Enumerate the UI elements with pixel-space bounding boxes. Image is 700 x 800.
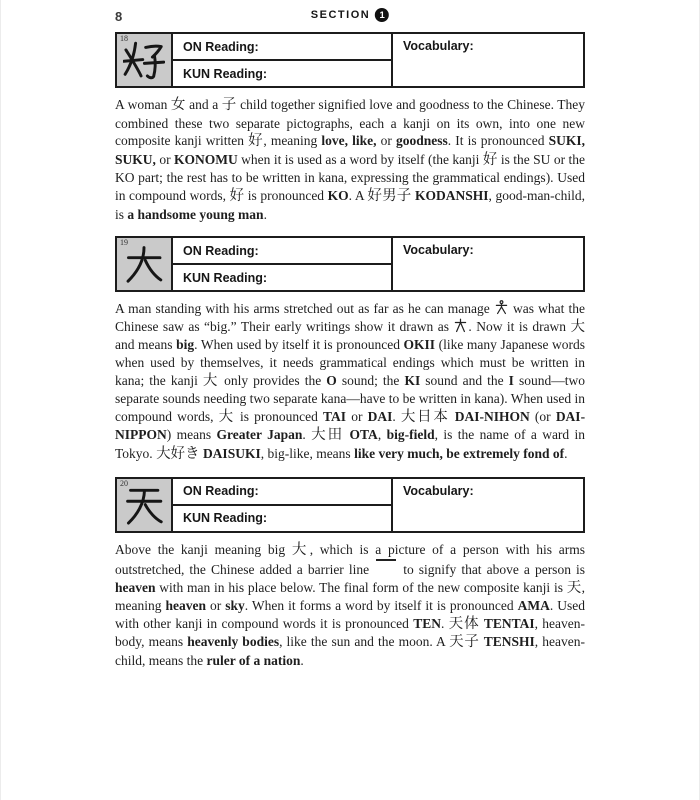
book-page: [115, 0, 585, 670]
text-segment: TENSHI: [483, 634, 535, 650]
text-segment: and means: [115, 337, 177, 353]
text-segment: .: [440, 615, 449, 631]
text-segment: child together signified love and goodness to the Chinese. They combined these two separate pictographs, each a kanji on its own, into one new composite kanji written: [115, 97, 586, 149]
kanji-cell: [117, 238, 173, 290]
kanji-table: [115, 32, 585, 88]
text-segment: or: [346, 408, 368, 424]
text-segment: , good-man-child, is: [115, 187, 586, 222]
kanji-table: [115, 477, 585, 533]
text-segment: heaven: [115, 579, 156, 595]
section-heading: [311, 8, 389, 22]
text-segment: with man in his place below. The final form of the new composite kanji is: [155, 579, 567, 595]
text-segment: big: [176, 337, 195, 353]
inline-kanji: 大好き: [156, 445, 200, 462]
text-segment: was what the Chinese saw as “big.” Their early writings show it drawn as: [115, 301, 585, 334]
text-segment: a handsome young man: [127, 206, 264, 222]
kanji-heaven-glyph: [123, 484, 165, 526]
readings-column: [173, 238, 393, 290]
text-segment: . When used by itself it is pronounced: [194, 337, 404, 353]
inline-kanji: 子: [221, 97, 237, 113]
vocabulary-field: [393, 479, 583, 531]
pictograph-early-big-icon: [453, 318, 468, 333]
text-segment: TENTAI: [483, 615, 535, 631]
text-segment: ruler of a nation: [206, 653, 301, 669]
text-segment: (or: [529, 408, 556, 424]
kun-reading-label: KUN Reading:: [183, 66, 268, 81]
on-reading-label: ON Reading:: [183, 243, 259, 258]
text-segment: .: [302, 427, 312, 443]
text-segment: big-field: [386, 427, 435, 443]
vocabulary-label: Vocabulary:: [403, 483, 474, 498]
text-segment: DAI-NIPPON: [115, 408, 586, 443]
on-reading-label: ON Reading:: [183, 39, 259, 54]
entry-paragraph: [115, 541, 585, 670]
text-segment: or: [376, 133, 397, 149]
kanji-entry-heaven: [115, 477, 585, 670]
text-segment: , heaven-child, means the: [115, 634, 585, 669]
text-segment: is pronounced: [244, 187, 328, 203]
text-segment: and a: [185, 97, 222, 112]
entry-number: 20: [120, 478, 128, 488]
kanji-table: [115, 236, 585, 292]
text-segment: (like many Japanese words when used by themselves, it needs grammatical endings which must be written in kana; the kanji: [115, 337, 586, 388]
text-segment: I: [508, 372, 514, 388]
text-segment: .: [300, 653, 304, 669]
page-number: 8: [115, 9, 123, 24]
section-label: SECTION: [310, 9, 371, 21]
text-segment: .: [263, 206, 267, 222]
text-segment: KONOMU: [174, 151, 238, 167]
text-segment: O: [326, 372, 337, 388]
kanji-cell: [117, 34, 173, 86]
inline-kanji: 女: [170, 97, 186, 113]
text-segment: . Used with other kanji in compound words it is pronounced: [115, 598, 585, 631]
inline-kanji: 好: [482, 151, 498, 168]
inline-kanji: 大: [291, 541, 310, 558]
text-segment: , big-like, means: [260, 445, 355, 461]
text-segment: sky: [225, 598, 245, 614]
text-segment: is the SU or the KO part; the rest has to be written in kana, expressing the grammatical endings). Used in compound words,: [115, 151, 586, 203]
text-segment: A man standing with his arms stretched out as far as he can manage: [115, 301, 494, 317]
pictograph-standing-man-icon: [494, 300, 509, 315]
kun-reading-field: [173, 61, 391, 86]
readings-column: [173, 34, 393, 86]
kanji-cell: [117, 479, 173, 531]
kun-reading-field: [173, 265, 391, 290]
text-segment: when it is used as a word by itself (the kanji: [237, 151, 483, 167]
text-segment: .: [564, 445, 568, 461]
on-reading-label: ON Reading:: [183, 484, 259, 498]
text-segment: goodness: [396, 133, 448, 149]
inline-kanji: 好: [229, 187, 245, 204]
text-segment: Above the kanji meaning big: [115, 541, 292, 557]
text-segment: or: [206, 598, 226, 614]
inline-kanji: 好男子: [367, 187, 412, 204]
inline-kanji: 大: [218, 408, 235, 425]
inline-kanji: 大: [202, 372, 220, 389]
barrier-line-glyph: [376, 559, 396, 570]
text-segment: OKII: [403, 337, 436, 353]
text-segment: . A: [348, 187, 368, 203]
text-segment: , which is a picture of a person with his arms outstretched, the Chinese added a barrier line: [115, 541, 586, 578]
text-segment: .: [392, 408, 401, 424]
on-reading-field: [173, 34, 391, 61]
kun-reading-label: KUN Reading:: [183, 511, 268, 525]
readings-column: [173, 479, 393, 531]
kanji-big-glyph: [123, 243, 165, 285]
kanji-good-glyph: [123, 39, 165, 81]
text-segment: ) means: [166, 427, 217, 443]
text-segment: heavenly bodies: [187, 634, 280, 650]
text-segment: A woman: [115, 97, 171, 112]
inline-kanji: 天子: [449, 634, 480, 651]
section-number-badge: 1: [375, 8, 389, 22]
text-segment: TAI: [323, 408, 347, 424]
text-segment: ,: [377, 427, 387, 443]
entry-paragraph: [115, 96, 585, 223]
text-segment: , meaning: [115, 579, 585, 614]
text-segment: KODANSHI: [415, 187, 489, 203]
text-segment: . It is pronounced: [447, 133, 549, 149]
text-segment: , meaning: [263, 133, 322, 149]
on-reading-field: [173, 238, 391, 265]
kun-reading-label: KUN Reading:: [183, 270, 268, 285]
text-segment: DAISUKI: [202, 445, 261, 461]
on-reading-field: [173, 479, 391, 506]
text-segment: sound; the: [336, 372, 405, 388]
text-segment: , heaven-body, means: [115, 615, 585, 650]
inline-kanji: 天: [566, 579, 582, 596]
text-segment: to signify that above a person is: [398, 562, 585, 578]
inline-kanji: 大田: [311, 427, 345, 444]
text-segment: TEN: [413, 615, 441, 631]
text-segment: sound—two separate sounds needing two separate kana—have to be written in kana). When used in compound words,: [115, 372, 585, 424]
text-segment: sound and the: [420, 372, 509, 388]
text-segment: or: [155, 151, 174, 167]
entry-paragraph: [115, 300, 585, 463]
text-segment: , is the name of a ward in Tokyo.: [115, 427, 586, 461]
vocabulary-label: Vocabulary:: [403, 243, 474, 258]
kanji-entry-big: [115, 236, 585, 463]
text-segment: is pronounced: [234, 408, 324, 424]
text-segment: DAI-NIHON: [454, 408, 530, 424]
inline-kanji: 天体: [448, 615, 480, 632]
text-segment: like very much, be extremely fond of: [354, 445, 565, 461]
entry-number: 18: [120, 34, 128, 43]
vocabulary-field: [393, 34, 583, 86]
text-segment: SUKI, SUKU,: [115, 133, 586, 167]
text-segment: . Now it is drawn: [468, 318, 571, 334]
entry-number: 19: [120, 238, 128, 248]
text-segment: , like the sun and the moon. A: [279, 634, 450, 650]
text-segment: love, like,: [321, 133, 377, 149]
inline-kanji: 大日本: [400, 408, 450, 425]
kun-reading-field: [173, 506, 391, 531]
vocabulary-label: Vocabulary:: [403, 39, 474, 53]
vocabulary-field: [393, 238, 583, 290]
text-segment: OTA: [349, 427, 378, 443]
text-segment: Greater Japan: [216, 427, 303, 443]
page-header: [115, 8, 585, 26]
text-segment: . When it forms a word by itself it is pronounced: [244, 598, 518, 614]
kanji-entry-good: [115, 32, 585, 223]
text-segment: heaven: [165, 598, 206, 614]
text-segment: only provides the: [219, 372, 327, 388]
inline-kanji: 好: [248, 133, 264, 150]
text-segment: AMA: [517, 598, 550, 614]
text-segment: DAI: [367, 408, 393, 424]
inline-kanji: 大: [570, 318, 585, 335]
text-segment: KO: [327, 187, 349, 203]
text-segment: KI: [404, 372, 421, 388]
